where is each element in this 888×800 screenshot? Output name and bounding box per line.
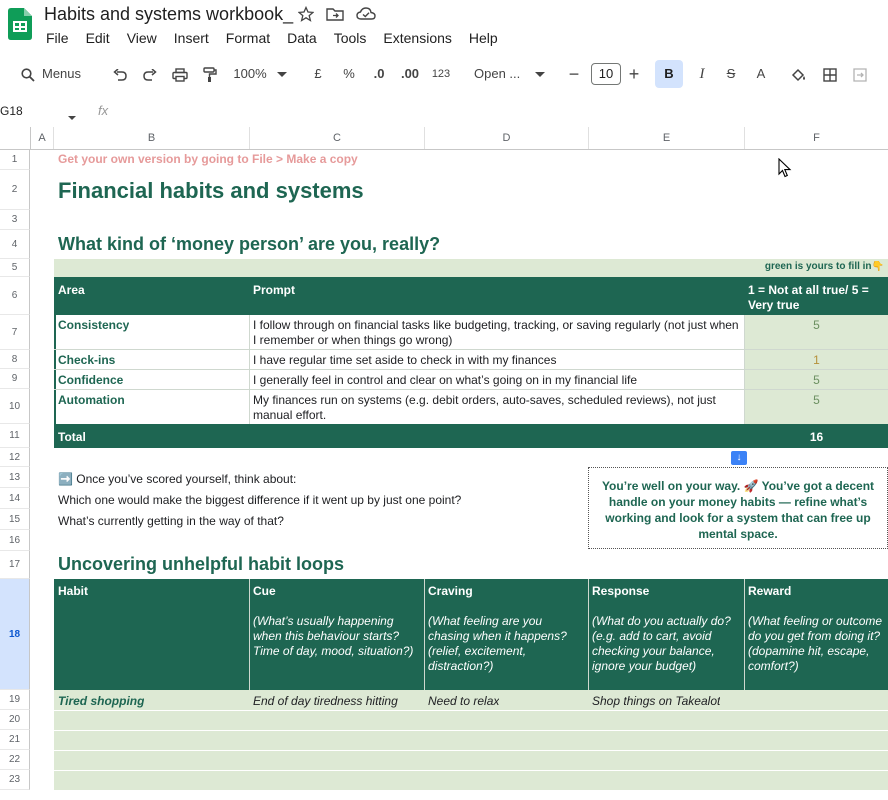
table2-header-craving: Craving <box>428 584 473 598</box>
name-box[interactable]: G18 <box>0 104 23 118</box>
number-format-button[interactable]: 123 <box>431 68 451 80</box>
table1-area-consistency: Consistency <box>58 318 130 332</box>
table1-area-confidence: Confidence <box>58 373 124 387</box>
row-header-20[interactable]: 20 <box>0 710 30 730</box>
redo-icon[interactable] <box>140 60 160 88</box>
row-header-3[interactable]: 3 <box>0 210 30 230</box>
row-header-13[interactable]: 13 <box>0 467 30 488</box>
font-chevron-down-icon[interactable] <box>534 60 546 88</box>
row-header-2[interactable]: 2 <box>0 170 30 210</box>
table2-craving-cell[interactable]: Need to relax <box>428 694 500 708</box>
table2-header-response: Response <box>592 584 650 598</box>
decrease-font-size-icon[interactable]: − <box>568 64 580 84</box>
italic-button[interactable]: I <box>699 66 705 82</box>
column-header-f[interactable]: F <box>813 132 820 144</box>
name-box-chevron-icon[interactable] <box>68 108 76 126</box>
fx-icon: fx <box>98 103 109 118</box>
green-hint: green is yours to fill in👇 <box>764 261 884 272</box>
text-color-button[interactable]: A <box>756 66 766 81</box>
table2-response-cell[interactable]: Shop things on Takealot <box>592 694 721 708</box>
arrow-down-icon: ↓ <box>731 451 747 465</box>
row-header-14[interactable]: 14 <box>0 488 30 509</box>
mouse-cursor-icon <box>778 158 792 183</box>
row-header-5[interactable]: 5 <box>0 259 30 277</box>
row-header-21[interactable]: 21 <box>0 730 30 750</box>
borders-icon[interactable] <box>820 60 840 88</box>
row-header-7[interactable]: 7 <box>0 315 30 350</box>
table1-score-confidence[interactable]: 5 <box>813 373 820 387</box>
menu-format[interactable]: Format <box>225 30 271 46</box>
paint-format-icon[interactable] <box>200 60 220 88</box>
increase-font-size-icon[interactable]: + <box>628 64 640 84</box>
menu-data[interactable]: Data <box>287 30 317 46</box>
table1-header-score: 1 = Not at all true/ 5 = Very true <box>748 283 869 312</box>
row-header-10[interactable]: 10 <box>0 389 30 424</box>
section-heading-money-person: What kind of ‘money person’ are you, really? <box>58 234 441 254</box>
row-header-23[interactable]: 23 <box>0 770 30 790</box>
reflection-intro: ➡️ Once you’ve scored yourself, think about: <box>58 472 297 486</box>
percent-format-button[interactable]: % <box>343 66 355 81</box>
menu-help[interactable]: Help <box>468 30 498 46</box>
table2-header-habit: Habit <box>58 584 88 598</box>
search-menus-icon[interactable] <box>18 60 38 88</box>
document-title[interactable]: Habits and systems workbook_ <box>44 4 294 24</box>
formula-input[interactable] <box>118 100 888 122</box>
currency-format-button[interactable]: £ <box>314 66 322 81</box>
copy-note: Get your own version by going to File > Make a copy <box>58 152 358 166</box>
section-heading-habit-loops: Uncovering unhelpful habit loops <box>58 554 344 574</box>
row-header-8[interactable]: 8 <box>0 350 30 369</box>
move-folder-icon[interactable] <box>326 6 344 27</box>
menu-tools[interactable]: Tools <box>333 30 367 46</box>
row-header-19[interactable]: 19 <box>0 690 30 710</box>
table1-area-checkins: Check-ins <box>58 353 116 367</box>
row-header-22[interactable]: 22 <box>0 750 30 770</box>
table2-header-reward: Reward <box>748 584 792 598</box>
table1-prompt-automation: My finances run on systems (e.g. debit orders, auto-saves, scheduled reviews), not just manual effort. <box>253 393 716 422</box>
decrease-decimal-button[interactable]: .0 <box>373 66 385 81</box>
row-header-16[interactable]: 16 <box>0 530 30 551</box>
bold-button[interactable]: B <box>655 60 683 88</box>
cloud-status-icon[interactable] <box>356 6 376 27</box>
menu-insert[interactable]: Insert <box>173 30 209 46</box>
row-header-12[interactable]: 12 <box>0 448 30 467</box>
column-headers <box>0 127 888 150</box>
table2-habit-cell[interactable]: Tired shopping <box>58 694 145 708</box>
table1-score-consistency[interactable]: 5 <box>813 318 820 332</box>
select-all-corner[interactable] <box>0 127 31 149</box>
score-feedback-box: You’re well on your way. 🚀 You’ve got a decent handle on your money habits — refine what’s working and look for a system that can free up mental space. <box>588 467 888 549</box>
table2-header-cue: Cue <box>253 584 276 598</box>
menu-file[interactable]: File <box>46 30 69 46</box>
row-header-6[interactable]: 6 <box>0 277 30 315</box>
reflection-question-1: Which one would make the biggest difference if it went up by just one point? <box>58 493 462 507</box>
row-header-9[interactable]: 9 <box>0 369 30 389</box>
increase-decimal-button[interactable]: .00 <box>400 66 420 81</box>
merge-cells-icon[interactable] <box>850 60 870 88</box>
zoom-chevron-down-icon[interactable] <box>276 60 288 88</box>
font-family-select[interactable]: Open ... <box>474 66 521 81</box>
row-header-15[interactable]: 15 <box>0 509 30 530</box>
zoom-select[interactable]: 100% <box>233 66 267 81</box>
table1-score-checkins[interactable]: 1 <box>813 353 820 367</box>
table1-header-area: Area <box>58 283 85 297</box>
page-title: Financial habits and systems <box>58 178 364 203</box>
print-icon[interactable] <box>170 60 190 88</box>
reflection-question-2: What’s currently getting in the way of that? <box>58 514 284 528</box>
table1-prompt-consistency: I follow through on financial tasks like budgeting, tracking, or saving regularly (not just when I remember or when things go wrong) <box>253 318 739 347</box>
table2-header-cue-desc: (What’s usually happening when this behaviour starts? Time of day, mood, situation?) <box>253 614 414 658</box>
row-header-18[interactable]: 18 <box>0 579 30 690</box>
menu-view[interactable]: View <box>126 30 157 46</box>
undo-icon[interactable] <box>110 60 130 88</box>
table2-header-reward-desc: (What feeling or outcome do you get from doing it? (dopamine hit, escape, comfort?) <box>748 614 883 673</box>
table1-score-automation[interactable]: 5 <box>813 393 820 407</box>
column-header-b[interactable]: B <box>54 127 250 149</box>
strikethrough-button[interactable]: S <box>726 66 736 81</box>
menu-edit[interactable]: Edit <box>85 30 110 46</box>
star-icon[interactable] <box>298 6 314 27</box>
menu-bar <box>46 30 515 46</box>
table2-cue-cell[interactable]: End of day tiredness hitting <box>253 694 398 708</box>
table1-header-prompt: Prompt <box>253 283 295 297</box>
row-header-4[interactable]: 4 <box>0 230 30 259</box>
menus-search-button[interactable]: Menus <box>42 66 82 81</box>
table1-total-value: 16 <box>809 430 824 444</box>
row-header-11[interactable]: 11 <box>0 424 30 448</box>
column-header-d[interactable]: D <box>425 127 589 149</box>
column-header-e[interactable]: E <box>589 127 745 149</box>
column-header-a[interactable]: A <box>31 127 54 149</box>
table1-area-automation: Automation <box>58 393 125 407</box>
fill-color-icon[interactable] <box>788 60 810 88</box>
table1-total-label: Total <box>58 430 86 444</box>
table2-header-craving-desc: (What feeling are you chasing when it happens? (relief, excitement, distraction?) <box>428 614 567 673</box>
font-size-input[interactable]: 10 <box>591 63 621 85</box>
row-header-1[interactable]: 1 <box>0 150 30 170</box>
sheets-logo-icon[interactable] <box>8 8 32 40</box>
row-header-17[interactable]: 17 <box>0 551 30 579</box>
table1-prompt-checkins: I have regular time set aside to check in with my finances <box>253 353 557 367</box>
table1-prompt-confidence: I generally feel in control and clear on what’s going on in my financial life <box>253 373 637 387</box>
menu-extensions[interactable]: Extensions <box>383 30 452 46</box>
table2-header-response-desc: (What do you actually do? (e.g. add to cart, avoid checking your balance, ignore your budget) <box>592 614 731 673</box>
toolbar <box>12 60 888 88</box>
column-header-c[interactable]: C <box>250 127 425 149</box>
